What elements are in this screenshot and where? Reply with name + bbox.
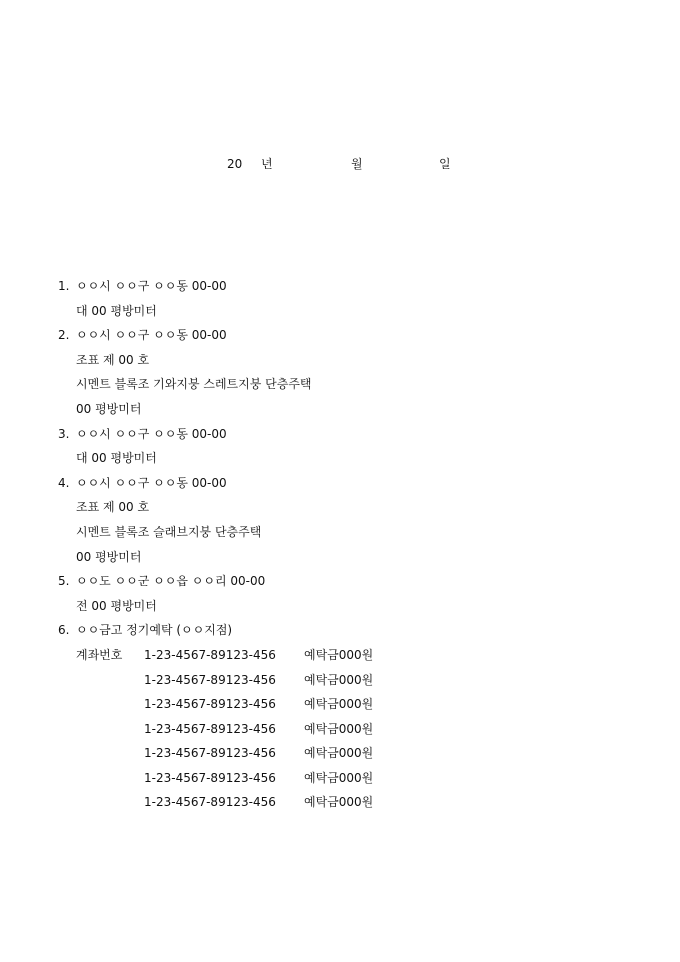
- list-item-3-line-1: [58, 425, 618, 450]
- item-number: 2.: [58, 328, 70, 343]
- account-row-1: [58, 646, 618, 671]
- date-month-unit: 월: [351, 157, 363, 171]
- list-item-1-line-1: [58, 277, 618, 302]
- item-text: 전 00 평방미터: [76, 598, 157, 613]
- document-date: [0, 155, 680, 173]
- deposit-amount: 예탁금000원: [304, 746, 374, 761]
- list-item-5-line-1: [58, 572, 618, 597]
- account-row-3: [58, 695, 618, 720]
- account-number: 1-23-4567-89123-456: [144, 721, 276, 736]
- item-number: 1.: [58, 279, 70, 293]
- list-item-2-line-1: [58, 326, 618, 351]
- item-text: ㅇㅇ도 ㅇㅇ군 ㅇㅇ읍 ㅇㅇ리 00-00: [76, 574, 266, 589]
- item-text: ㅇㅇ시 ㅇㅇ구 ㅇㅇ동 00-00: [76, 328, 227, 343]
- item-number: 6.: [58, 623, 70, 638]
- list-item-2-line-3: [58, 375, 618, 400]
- list-item-4-line-2: [58, 498, 618, 523]
- account-row-4: [58, 720, 618, 745]
- deposit-amount: 예탁금000원: [304, 697, 374, 712]
- item-number: 5.: [58, 574, 70, 589]
- item-number: 4.: [58, 475, 70, 490]
- date-year-unit: 년: [261, 157, 273, 171]
- account-number-label: 계좌번호: [76, 647, 123, 662]
- item-text: ㅇㅇ금고 정기예탁 (ㅇㅇ지점): [76, 623, 233, 638]
- deposit-amount: 예탁금000원: [304, 770, 374, 785]
- date-year-prefix: 20: [227, 157, 243, 171]
- item-text: 대 00 평방미터: [76, 451, 157, 466]
- account-number: 1-23-4567-89123-456: [144, 697, 276, 712]
- account-number: 1-23-4567-89123-456: [144, 746, 276, 761]
- deposit-amount: 예탁금000원: [304, 672, 374, 687]
- account-row-6: [58, 769, 618, 794]
- date-day-unit: 일: [439, 157, 451, 171]
- item-text: ㅇㅇ시 ㅇㅇ구 ㅇㅇ동 00-00: [76, 475, 227, 490]
- account-number: 1-23-4567-89123-456: [144, 647, 276, 662]
- account-row-5: [58, 744, 618, 769]
- account-row-7: [58, 793, 618, 818]
- item-number: 3.: [58, 426, 70, 441]
- list-item-2-line-4: [58, 400, 618, 425]
- account-number: 1-23-4567-89123-456: [144, 672, 276, 687]
- item-text: 시멘트 블록조 슬래브지붕 단층주택: [76, 524, 262, 539]
- list-item-5-line-2: [58, 597, 618, 622]
- list-item-2-line-2: [58, 351, 618, 376]
- list-item-1-line-2: [58, 302, 618, 327]
- deposit-amount: 예탁금000원: [304, 721, 374, 736]
- deposit-amount: 예탁금000원: [304, 647, 374, 662]
- item-text: 조표 제 00 호: [76, 352, 150, 367]
- item-text: 00 평방미터: [76, 401, 142, 416]
- account-row-2: [58, 671, 618, 696]
- item-text: 시멘트 블록조 기와지붕 스레트지붕 단층주택: [76, 377, 312, 392]
- deposit-amount: 예탁금000원: [304, 795, 374, 810]
- account-number: 1-23-4567-89123-456: [144, 770, 276, 785]
- list-item-4-line-4: [58, 548, 618, 573]
- list-item-4-line-3: [58, 523, 618, 548]
- item-text: ㅇㅇ시 ㅇㅇ구 ㅇㅇ동 00-00: [76, 279, 227, 293]
- list-item-4-line-1: [58, 474, 618, 499]
- item-text: 00 평방미터: [76, 549, 142, 564]
- list-item-3-line-2: [58, 449, 618, 474]
- item-text: ㅇㅇ시 ㅇㅇ구 ㅇㅇ동 00-00: [76, 426, 227, 441]
- item-text: 조표 제 00 호: [76, 500, 150, 515]
- property-list: [58, 277, 618, 818]
- item-text: 대 00 평방미터: [76, 303, 157, 318]
- account-number: 1-23-4567-89123-456: [144, 795, 276, 810]
- list-item-6-line-1: [58, 621, 618, 646]
